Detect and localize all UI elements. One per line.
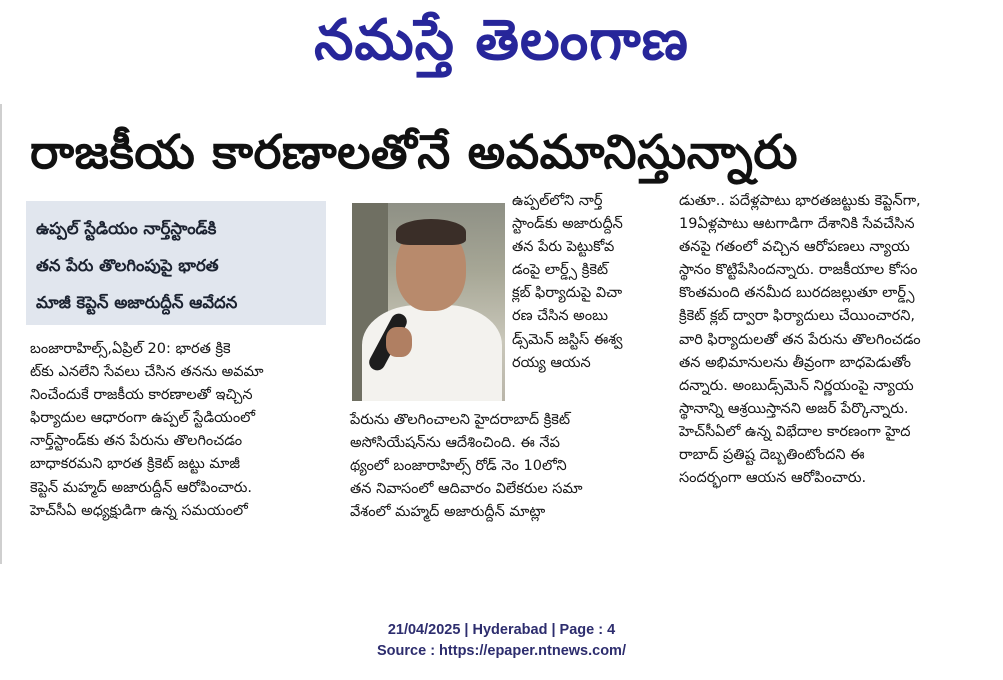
footer-source-line: Source : https://epaper.ntnews.com/ <box>377 643 626 659</box>
text-line: క్లబ్ ఫిర్యాదుపై విచా <box>512 285 623 302</box>
headline: రాజకీయ కారణాలతోనే అవమానిస్తున్నారు <box>30 125 798 180</box>
text-line: థ్యంలో బంజారాహిల్స్ రోడ్ నెం 10లోని <box>350 458 567 475</box>
deck-line: మాజీ కెప్టెన్ అజారుద్దీన్ ఆవేదన <box>36 293 238 312</box>
footer <box>0 620 1003 662</box>
photo-hair <box>396 219 466 245</box>
article-column-2-bottom <box>350 409 662 524</box>
text-line: బాధాకరమని భారత క్రికెట్ జట్టు మాజీ <box>30 456 241 473</box>
text-line: తనపై గతంలో వచ్చిన ఆరోపణలు న్యాయ <box>679 239 910 256</box>
text-line: డ్స్‌మెన్ జస్టిస్ ఈశ్వ <box>512 331 623 348</box>
text-line: 19ఏళ్లపాటు ఆటగాడిగా దేశానికి సేవచేసిన <box>679 216 915 233</box>
text-line: క్రికెట్ క్లబ్ ద్వారా ఫిర్యాదులు చేయించారని, <box>679 308 916 325</box>
photo-hand <box>386 327 412 357</box>
text-line: కొంతమంది తనమీద బురదజల్లుతూ లార్డ్స్ <box>679 285 915 302</box>
text-line: కెప్టెన్ మహ్మద్ అజారుద్దీన్ ఆరోపించారు. <box>30 479 253 496</box>
deck-box <box>26 201 326 325</box>
text-line: పేరును తొలగించాలని హైదరాబాద్ క్రికెట్ <box>350 412 571 428</box>
deck-line: ఉప్పల్ స్టేడియం నార్త్‌స్టాండ్‌కి <box>36 219 217 238</box>
text-line: తన పేరు పెట్టుకోవ <box>512 239 615 256</box>
text-line: రయ్య ఆయన <box>512 354 591 371</box>
text-line: తన అభిమానులను తీవ్రంగా బాధపెడుతోం <box>679 354 911 371</box>
article-column-1 <box>30 338 328 523</box>
text-line: వేశంలో మహ్మద్ అజారుద్దీన్ మాట్లా <box>350 504 546 521</box>
text-line: స్థానం కొట్టిపేసిందన్నారు. రాజకీయాల కోసం <box>679 262 918 279</box>
text-line: రాబాద్ ప్రతిష్ట దెబ్బతింటోందని ఈ <box>679 447 865 464</box>
text-line: హెచ్‌సీఏలో ఉన్న విభేదాల కారణంగా హైద <box>679 423 911 440</box>
text-line: నించేందుకే రాజకీయ కారణాలతో ఇచ్చిన <box>30 387 253 404</box>
footer-date-line: 21/04/2025 | Hyderabad | Page : 4 <box>387 622 616 638</box>
text-line: ట్‌కు ఎనలేని సేవలు చేసిన తనను అవమా <box>30 364 264 381</box>
masthead-logo: నమస్తే తెలంగాణ <box>314 8 689 73</box>
text-line: డంపై లార్డ్స్ క్రికెట్ <box>512 262 609 279</box>
text-line: బంజారాహిల్స్,ఏప్రిల్ 20: భారత క్రికె <box>30 341 231 357</box>
text-line: వారి ఫిర్యాదులతో తన పేరును తొలగించడం <box>679 331 921 348</box>
article-column-2-top <box>512 190 662 375</box>
article-photo <box>352 203 505 401</box>
column-divider <box>0 104 2 564</box>
text-line: హెచ్‌సీఏ అధ్యక్షుడిగా ఉన్న సమయంలో <box>30 502 248 519</box>
text-line: రణ చేసిన అంబు <box>512 308 609 325</box>
text-line: స్టాండ్‌కు అజారుద్దీన్ <box>512 216 623 233</box>
text-line: సందర్భంగా ఆయన ఆరోపించారు. <box>679 470 867 487</box>
deck-line: తన పేరు తొలగింపుపై భారత <box>36 256 219 275</box>
article-column-3 <box>679 190 975 490</box>
text-line: ఫిర్యాదుల ఆధారంగా ఉప్పల్ స్టేడియంలో <box>30 410 256 427</box>
text-line: ఉప్పల్‌లోని నార్త్ <box>512 193 603 209</box>
text-line: దన్నారు. అంబుడ్స్‌మెన్ నిర్ణయంపై న్యాయ <box>679 377 914 394</box>
text-line: తన నివాసంలో ఆదివారం విలేకరుల సమా <box>350 481 583 498</box>
text-line: అసోసియేషన్‌ను ఆదేశించింది. ఈ నేప <box>350 435 560 452</box>
text-line: నార్త్‌స్టాండ్‌కు తన పేరును తొలగించడం <box>30 433 243 450</box>
text-line: డుతూ.. పదేళ్లపాటు భారతజట్టుకు కెప్టెన్‌గా, <box>679 193 921 209</box>
text-line: స్థానాన్ని ఆశ్రయిస్తానని అజర్ పేర్కొన్నారు. <box>679 400 909 417</box>
